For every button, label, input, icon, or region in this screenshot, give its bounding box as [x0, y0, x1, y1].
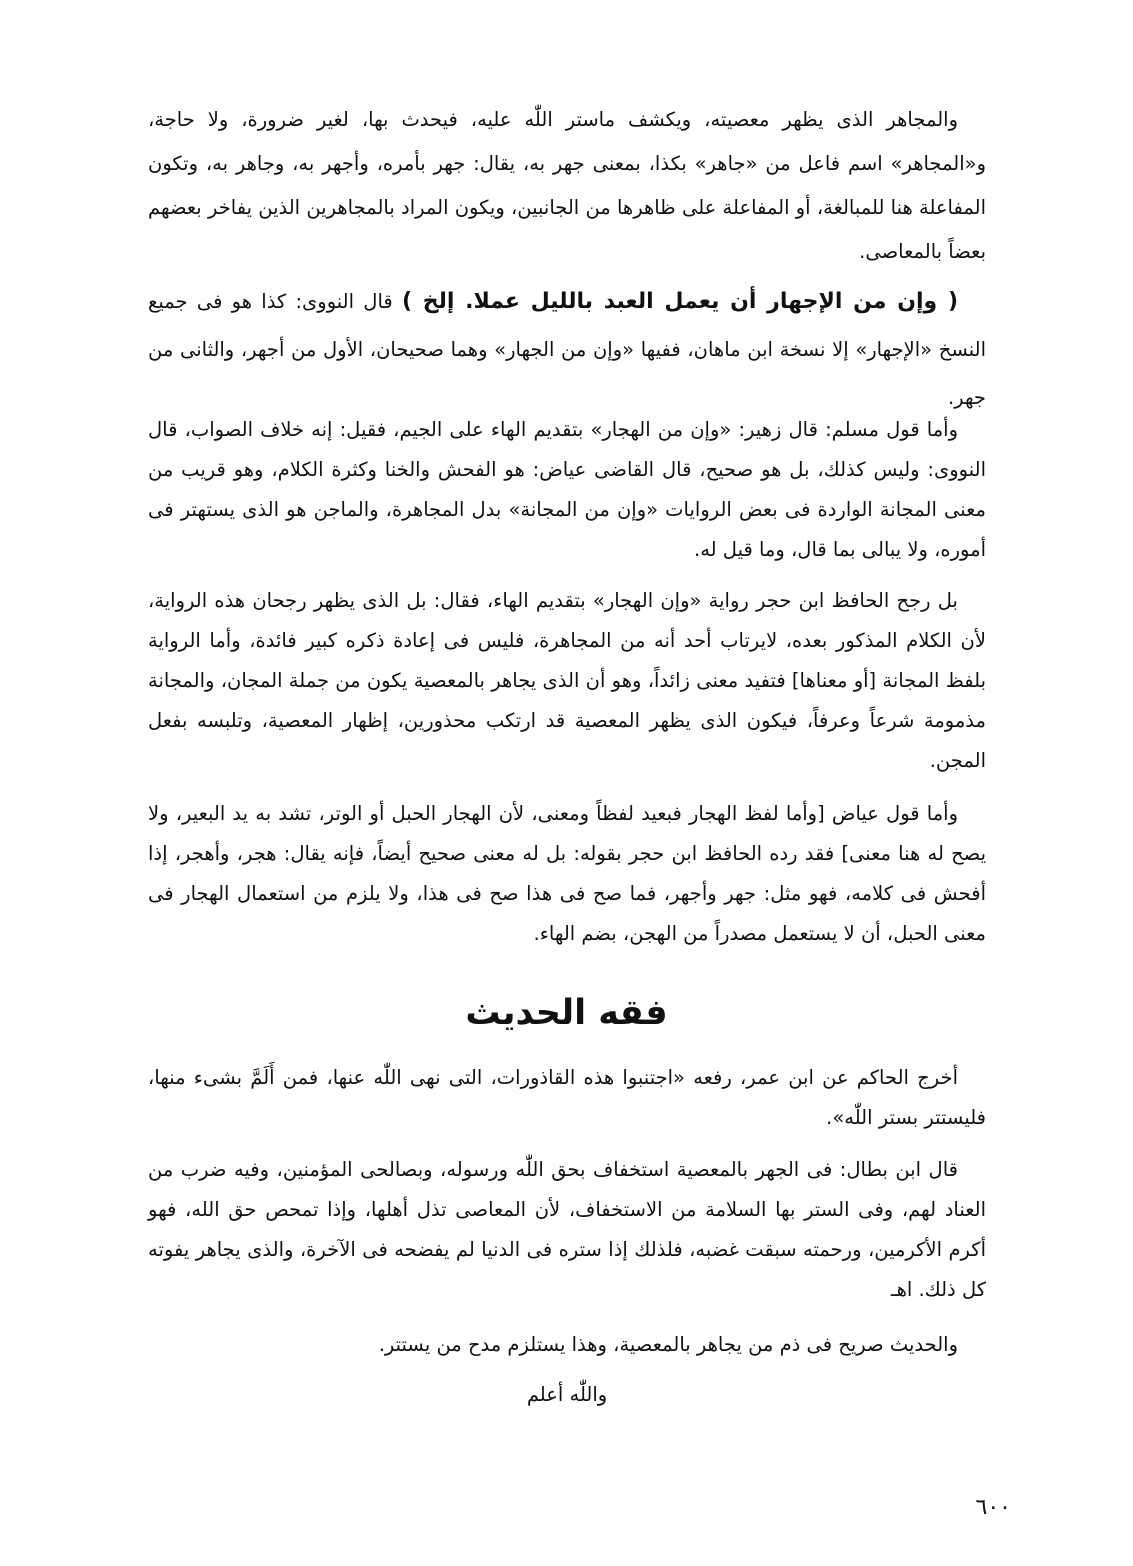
page-number: ٦٠٠ — [975, 1495, 1011, 1520]
paragraph-hijar-reading: وأما قول مسلم: قال زهير: «وإن من الهجار» بتقديم الهاء على الجيم، فقيل: إنه خلاف الصواب، قال النووى: وليس كذلك، بل هو صحيح، قال القاضى عياض: هو الفحش والخنا وكثرة الكلام، وهو قريب من معنى المجانة الواردة فى بعض الروايات «وإن من المجانة» بدل المجاهرة، والماجن هو الذى يستهتر فى أموره، ولا يبالى بما قال، وما قيل له. — [148, 418, 986, 561]
section-title: فقه الحديث — [465, 993, 668, 1033]
paragraph-hakim-narration: أخرج الحاكم عن ابن عمر، رفعه «اجتنبوا هذه القاذورات، التى نهى اللّٰه عنها، فمن أَلَمَّ بشىء منها، فليستتر بستر اللّٰه». — [148, 1066, 986, 1129]
paragraph-mujahir-definition: والمجاهر الذى يظهر معصيته، ويكشف ماستر اللّٰه عليه، فيحدث بها، لغير ضرورة، ولا حاجة، و«المجاهر» اسم فاعل من «جاهر» بكذا، بمعنى جهر به، يقال: جهر بأمره، وأجهر به، وجاهر به، وتكون المفاعلة هنا للمبالغة، أو المفاعلة على ظاهرها من الجانبين، ويكون المراد بالمجاهرين الذين يفاخر بعضهم بعضاً بالمعاصى. — [148, 108, 986, 263]
nawawi-comment: قال النووى: كذا هو فى جميع النسخ «الإجهار» إلا نسخة ابن ماهان، ففيها «وإن من الجهار» وهما صحيحان، الأول من أجهر، والثانى من جهر. — [148, 290, 986, 409]
paragraph-conclusion: والحديث صريح فى ذم من يجاهر بالمعصية، وهذا يستلزم مدح من يستتر. — [378, 1333, 958, 1356]
paragraph-ibn-hajar-preference: بل رجح الحافظ ابن حجر رواية «وإن الهجار» بتقديم الهاء، فقال: بل الذى يظهر رجحان هذه الرواية، لأن الكلام المذكور بعده، لايرتاب أحد أنه من المجاهرة، فليس فى إعادة ذكره كبير فائدة، وأما الرواية بلفظ المجانة [أو معناها] فتفيد معنى زائداً، وهو أن الذى يجاهر بالمعصية يكون من جملة المجان، والمجانة مذمومة شرعاً وعرفاً، فيكون الذى يظهر المعصية قد ارتكب محذورين، إظهار المعصية، وتلبسه بفعل المجن. — [148, 589, 986, 772]
paragraph-ijhar-commentary — [148, 278, 986, 422]
paragraph-ibn-battal: قال ابن بطال: فى الجهر بالمعصية استخفاف بحق اللّٰه ورسوله، وبصالحى المؤمنين، وفيه ضرب من العناد لهم، وفى الستر بها السلامة من الاستخفاف، لأن المعاصى تذل أهلها، وإذا تمحص حق الله، فهو أكرم الأكرمين، ورحمته سبقت غضبه، فلذلك إذا ستره فى الدنيا لم يفضحه فى الآخرة، والذى يجاهر يفوته كل ذلك. اهـ — [148, 1158, 986, 1301]
paragraph-iyad-objection: وأما قول عياض [وأما لفظ الهجار فبعيد لفظاً ومعنى، لأن الهجار الحبل أو الوتر، تشد به يد البعير، ولا يصح له هنا معنى] فقد رده الحافظ ابن حجر بقوله: بل له معنى صحيح أيضاً، فإنه يقال: هجر، وأهجر، إذا أفحش فى كلامه، فهو مثل: جهر وأجهر، فما صح فى هذا صح فى هذا، ولا يلزم من استعمال الهجار فى معنى الحبل، أن لا يستعمل مصدراً من الهجن، بضم الهاء. — [148, 802, 986, 945]
hadith-lemma: ( وإن من الإجهار أن يعمل العبد بالليل عملا. إلخ ) — [401, 289, 958, 314]
closing-formula: واللّٰه أعلم — [526, 1383, 608, 1406]
